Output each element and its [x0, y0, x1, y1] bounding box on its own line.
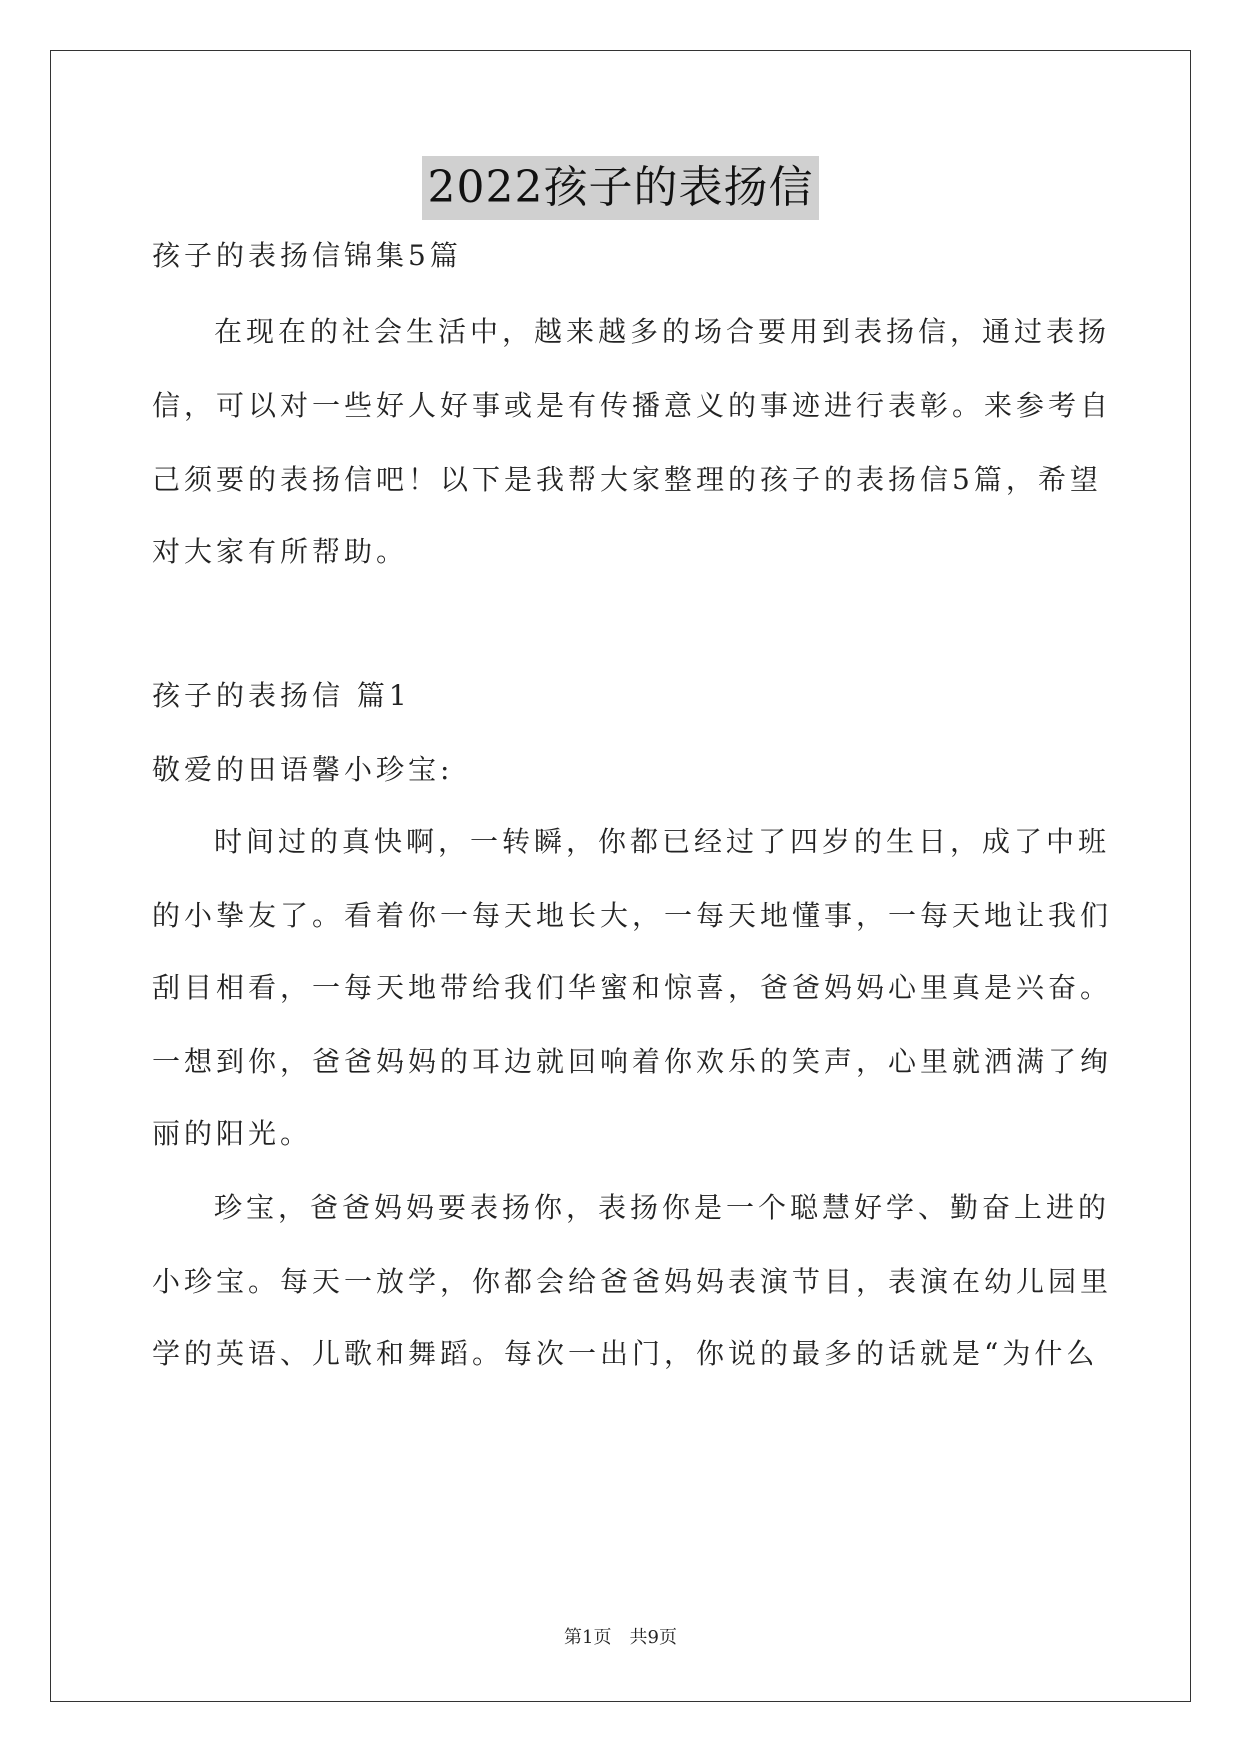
paragraph-line: 时间过的真快啊，一转瞬，你都已经过了四岁的生日，成了中班 — [214, 825, 1111, 858]
paragraph-line: 小珍宝。每天一放学，你都会给爸爸妈妈表演节目，表演在幼儿园里 — [152, 1265, 1113, 1298]
paragraph-line: 的小挚友了。看着你一每天地长大，一每天地懂事，一每天地让我们 — [152, 899, 1113, 932]
paragraph-line: 珍宝，爸爸妈妈要表扬你，表扬你是一个聪慧好学、勤奋上进的 — [214, 1191, 1111, 1224]
salutation: 敬爱的田语馨小珍宝: — [152, 753, 454, 786]
paragraph-line: 一想到你，爸爸妈妈的耳边就回响着你欢乐的笑声，心里就洒满了绚 — [152, 1045, 1113, 1078]
paragraph-line: 丽的阳光。 — [152, 1117, 313, 1150]
subtitle: 孩子的表扬信锦集5篇 — [152, 239, 462, 272]
intro-line: 己须要的表扬信吧！以下是我帮大家整理的孩子的表扬信5篇，希望 — [152, 463, 1102, 496]
intro-line: 在现在的社会生活中，越来越多的场合要用到表扬信，通过表扬 — [214, 315, 1111, 348]
paragraph-line: 刮目相看，一每天地带给我们华蜜和惊喜，爸爸妈妈心里真是兴奋。 — [152, 971, 1113, 1004]
intro-line: 对大家有所帮助。 — [152, 535, 409, 568]
page-footer: 第1页 共9页 — [564, 1627, 677, 1648]
document-title: 2022孩子的表扬信 — [422, 156, 820, 220]
title-container — [0, 156, 1241, 220]
section-heading: 孩子的表扬信 篇1 — [152, 679, 411, 712]
paragraph-line: 学的英语、儿歌和舞蹈。每次一出门，你说的最多的话就是“为什么 — [152, 1337, 1099, 1370]
intro-line: 信，可以对一些好人好事或是有传播意义的事迹进行表彰。来参考自 — [152, 389, 1113, 422]
page-border — [50, 50, 1191, 1702]
